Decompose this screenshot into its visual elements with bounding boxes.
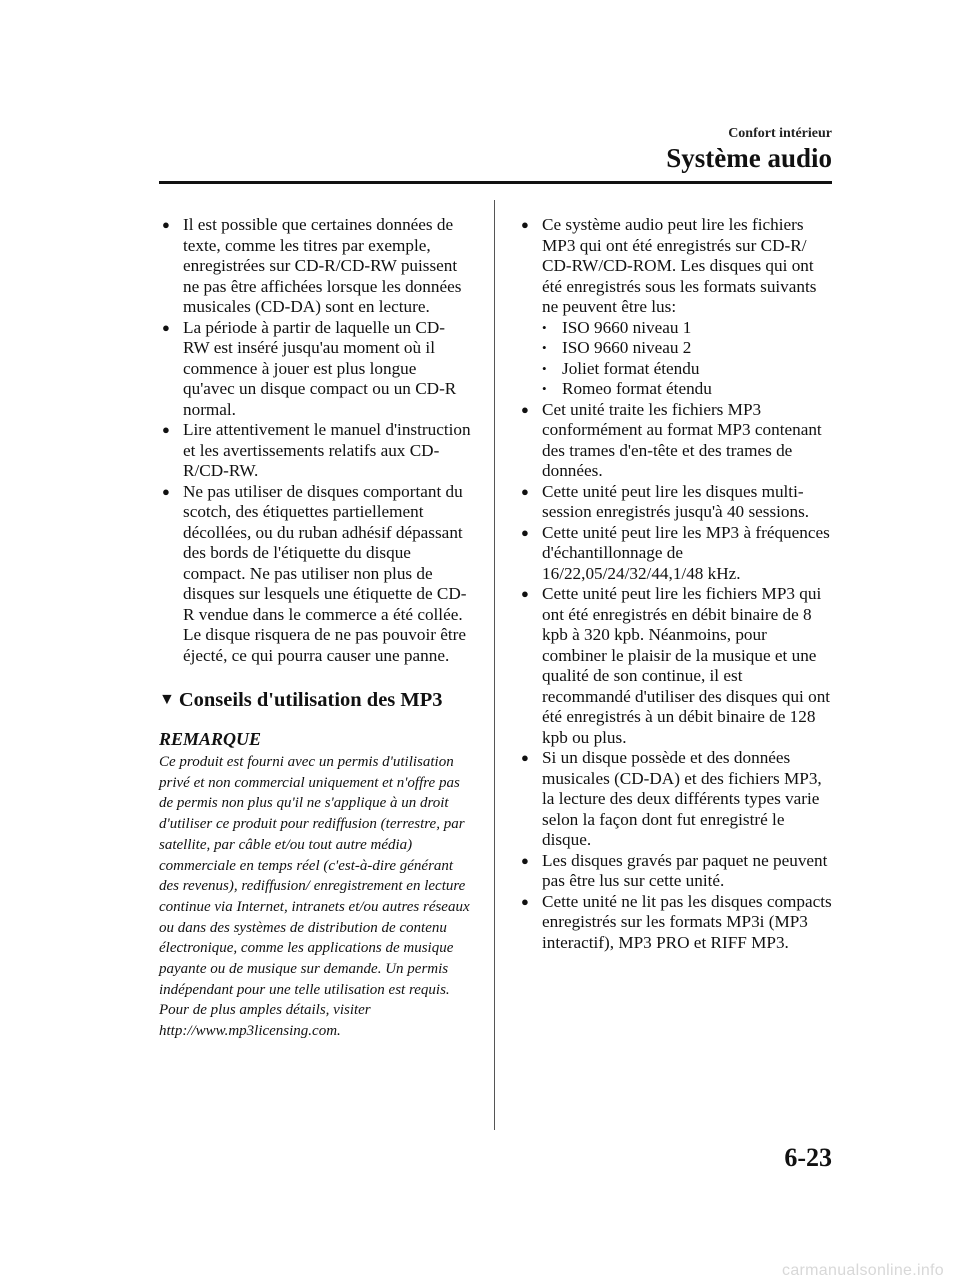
mp3-section-heading: ▼ Conseils d'utilisation des MP3 [159,689,443,711]
small-bullet-icon: • [542,360,547,376]
header-rule [159,181,832,184]
list-item: ● Cette unité peut lire les MP3 à fréquences d'échantillonnage de 16/22,05/24/32/44,1/48 kHz. [521,522,830,583]
watermark[interactable]: carmanualsonline.info [782,1262,944,1279]
page-number: 6-23 [784,1143,832,1172]
left-column [159,215,471,1042]
bullet-icon: ● [521,586,529,601]
bullet-icon: ● [162,319,170,335]
section-label: Confort intérieur [728,126,832,141]
format-sub-list [542,318,834,400]
page-title: Système audio [666,143,832,173]
list-item: ● Cette unité ne lit pas les disques compacts enregistrés sur les formats MP3i (MP3 interactif), MP3 PRO et RIFF MP3. [521,891,832,952]
sub-list-item: • Romeo format étendu [542,379,712,398]
sub-list-item: • ISO 9660 niveau 1 [542,317,692,337]
list-item: ● Lire attentivement le manuel d'instruction et les avertissements relatifs aux CD-R/CD-RW. [162,420,471,480]
small-bullet-icon: • [542,340,547,355]
bullet-icon: ● [162,483,170,499]
list-item: ● Ne pas utiliser de disques comportant du scotch, des étiquettes partiellement décollées, ou du ruban adhésif dépassant des bords de l'étiquette du disque compact. Ne pas utiliser non plus de disques sur lesquels une étiquette de CD-R vendue dans le commerce a été collée. Le disque risquera de ne pas pouvoir être éjecté, ce qui pourra causer une panne. [162,481,467,665]
note-text: Ce produit est fourni avec un permis d'utilisation privé et non commercial uniquement et n'offre pas de permis non plus qu'il ne s'applique à un droit d'utiliser ce produit pour rediffusion (terrestre, par satellite, par câble et/ou tout autre média) commerciale en temps réel (c'est-à-dire générant des revenus), rediffusion/ enregistrement en lecture continue via Internet, intranets et/ou autres réseaux ou dans des systèmes de distribution de contenu électronique, comme les applications de musique payante ou de musique sur demande. Un permis indépendant pour une telle utilisation est requis. Pour de plus amples détails, visiter http://www.mp3licensing.com. [159,754,470,1040]
bullet-icon: ● [521,483,529,499]
list-item: ● Il est possible que certaines données de texte, comme les titres par exemple, enregistrées sur CD-R/CD-RW puissent ne pas être affichées lorsque les données musicales (CD-DA) sont en lecture. [162,215,462,316]
list-item: ● Cette unité peut lire les fichiers MP3 qui ont été enregistrés en débit binaire de 8 kpb à 320 kpb. Néanmoins, pour combiner le plaisir de la musique et une qualité de son continue, il est recommandé d'utiliser des disques qui ont été enregistrés à un débit binaire de 128 kpb ou plus. [521,584,831,747]
list-item: ● Cette unité peut lire les disques multi-session enregistrés jusqu'à 40 sessions. [521,481,810,521]
sub-list-item: • Joliet format étendu [542,358,700,378]
column-divider [494,200,495,1130]
list-item: ● Cet unité traite les fichiers MP3 conformément au format MP3 contenant des trames d'en-tête et des trames de données. [521,399,822,480]
list-item: ● La période à partir de laquelle un CD-RW est inséré jusqu'au moment où il commence à jouer est plus longue qu'avec un disque compact ou un CD-R normal. [162,317,457,419]
bullet-icon: ● [162,422,170,437]
bullet-icon: ● [521,750,529,765]
note-title: REMARQUE [159,729,262,749]
list-item: ● Ce système audio peut lire les fichiers MP3 qui ont été enregistrés sur CD-R/ CD-RW/CD-ROM. Les disques qui ont été enregistrés sous les formats suivants ne peuvent être lus: • ISO 9660 niveau 1 • ISO 9660 niveau 2 • Joliet format étendu • Romeo format étendu [518,215,834,400]
bullet-icon: ● [521,524,529,540]
bullet-icon: ● [521,852,529,868]
bullet-icon: ● [521,217,529,232]
cd-r-bullet-list [159,215,471,666]
mp3-bullet-list [518,215,834,953]
bullet-icon: ● [162,217,170,232]
triangle-down-icon: ▼ [159,691,175,708]
small-bullet-icon: • [542,381,547,396]
small-bullet-icon: • [542,319,547,335]
list-item: ● Les disques gravés par paquet ne peuvent pas être lus sur cette unité. [521,850,828,890]
sub-list-item: • ISO 9660 niveau 2 [542,338,692,357]
right-column [518,215,834,953]
bullet-icon: ● [521,893,529,909]
bullet-icon: ● [521,401,529,417]
list-item: ● Si un disque possède et des données musicales (CD-DA) et des fichiers MP3, la lecture des deux différents types varie selon la façon dont fut enregistré le disque. [521,748,822,849]
